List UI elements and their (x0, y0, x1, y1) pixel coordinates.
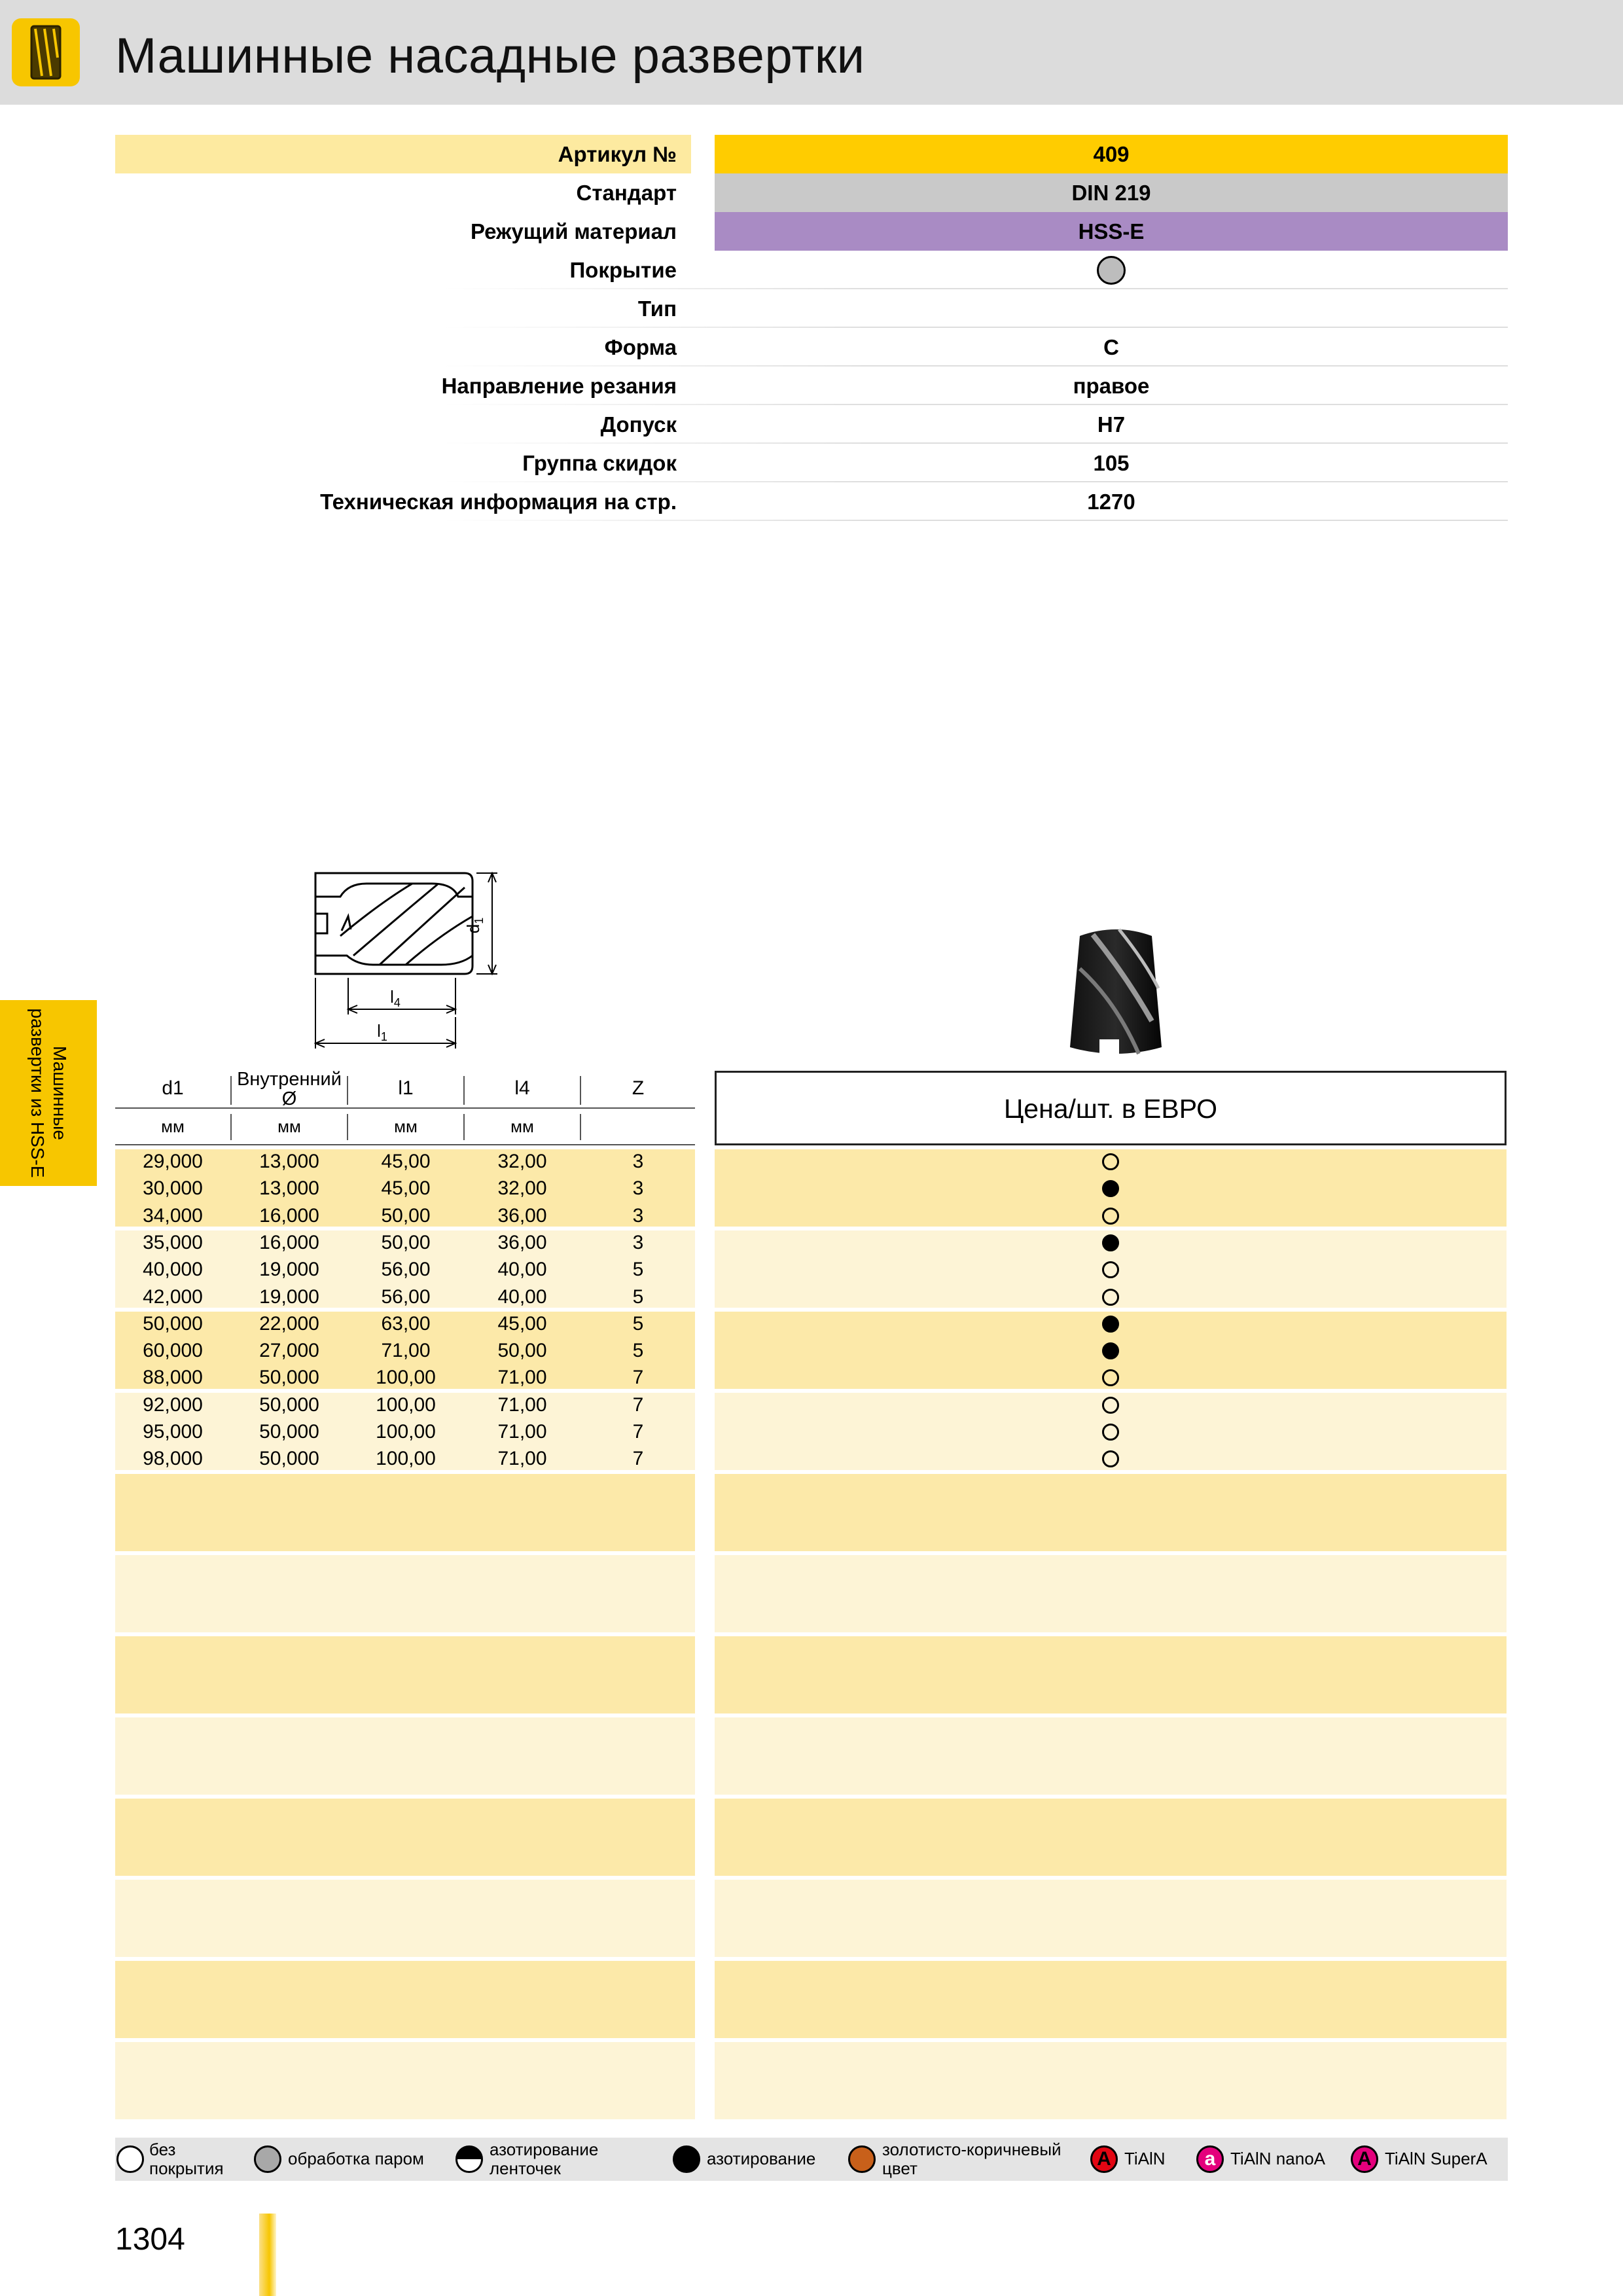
cell-z: 5 (632, 1312, 644, 1335)
cell-l4: 32,00 (497, 1151, 547, 1172)
cell-d1: 40,000 (143, 1259, 203, 1281)
price-header (715, 1071, 1507, 1145)
page-header (0, 0, 1623, 105)
cell-d1: 60,000 (143, 1340, 203, 1362)
coating-legend (115, 2138, 1508, 2181)
cell-l4: 71,00 (497, 1367, 547, 1389)
svg-text:d1: $d_1$ (463, 917, 486, 934)
half-circle-icon (455, 2145, 483, 2173)
table-band-left (115, 1555, 695, 1632)
cell-l1: 63,00 (381, 1312, 431, 1335)
cell-l4: 40,00 (497, 1259, 547, 1281)
spec-row (115, 444, 1508, 482)
order-item-icon (1102, 1424, 1119, 1441)
table-band-right (715, 1636, 1507, 1713)
legend-land-nitriding-line2: ленточек (490, 2159, 561, 2178)
cell-inner-diameter: 19,000 (259, 1285, 319, 1308)
spec-row (115, 135, 1508, 173)
legend-uncoated-line1: без (149, 2140, 176, 2159)
page-number: 1304 (115, 2222, 185, 2257)
cell-inner-diameter: 50,000 (259, 1393, 319, 1416)
cell-inner-diameter: 13,000 (259, 1151, 319, 1172)
cell-d1: 30,000 (143, 1177, 203, 1200)
tialn-nanoa-icon: a (1196, 2145, 1224, 2173)
cell-inner-diameter: 27,000 (259, 1340, 319, 1362)
table-band-right (715, 1880, 1507, 1957)
spec-label: Форма (604, 335, 677, 359)
spec-value: 1270 (1087, 490, 1135, 514)
cell-l4: 71,00 (497, 1448, 547, 1470)
legend-golden-brown-line2: цвет (882, 2159, 918, 2178)
cell-z: 7 (632, 1367, 644, 1389)
table-band-left (115, 1636, 695, 1713)
col-header-z: Z (632, 1077, 645, 1099)
order-item-icon (1102, 1261, 1119, 1278)
svg-text:l1: $l_1$ (377, 1021, 387, 1043)
cell-inner-diameter: 13,000 (259, 1177, 319, 1200)
cell-z: 5 (632, 1285, 644, 1308)
order-item-icon (1102, 1153, 1119, 1170)
spec-value (715, 289, 1508, 328)
available-stock-icon (1102, 1316, 1119, 1333)
col-header-d1: d1 (162, 1077, 184, 1099)
legend-tialn-label: TiAlN (1124, 2149, 1166, 2168)
cell-d1: 29,000 (143, 1151, 203, 1172)
table-band-right (715, 1555, 1507, 1632)
col-header-l1: l1 (398, 1077, 414, 1099)
legend-uncoated-line2: покрытия (149, 2159, 224, 2178)
cell-z: 3 (632, 1204, 644, 1227)
cell-d1: 95,000 (143, 1421, 203, 1443)
spec-row (115, 212, 1508, 251)
spec-label: Допуск (600, 412, 677, 437)
legend-tialn-nanoa-label: TiAlN nanoA (1230, 2149, 1325, 2168)
spec-value: С (1103, 335, 1119, 359)
cell-z: 3 (632, 1151, 644, 1172)
cell-l1: 45,00 (381, 1151, 431, 1172)
svg-text:l4: $l_4$ (390, 987, 401, 1009)
cell-inner-diameter: 50,000 (259, 1448, 319, 1470)
spec-value: H7 (1097, 412, 1126, 437)
cell-d1: 34,000 (143, 1204, 203, 1227)
spec-label: Стандарт (576, 181, 677, 205)
spec-row (115, 405, 1508, 444)
cell-l4: 36,00 (497, 1231, 547, 1253)
cell-d1: 42,000 (143, 1285, 203, 1308)
table-band-left (115, 1717, 695, 1795)
available-stock-icon (1102, 1234, 1119, 1251)
cell-l4: 36,00 (497, 1204, 547, 1227)
cell-l4: 71,00 (497, 1393, 547, 1416)
spec-label: Группа скидок (522, 451, 677, 475)
table-band-left (115, 1799, 695, 1876)
legend-land-nitriding-line1: азотирование (490, 2140, 599, 2159)
unit-inner-diameter: мм (277, 1117, 301, 1136)
unit-d1: мм (161, 1117, 185, 1136)
reamer-drawing (301, 857, 510, 1054)
cell-l1: 45,00 (381, 1177, 431, 1200)
cell-l1: 50,00 (381, 1204, 431, 1227)
table-band-right (715, 2042, 1507, 2119)
spec-row (115, 289, 1508, 328)
cell-d1: 88,000 (143, 1367, 203, 1389)
spec-label: Артикул № (558, 142, 677, 166)
table-band-right (715, 1799, 1507, 1876)
order-item-icon (1102, 1289, 1119, 1306)
cell-inner-diameter: 16,000 (259, 1204, 319, 1227)
price-header-label: Цена/шт. в ЕВРО (1003, 1094, 1218, 1124)
legend-golden-brown-line1: золотисто-коричневый (882, 2140, 1061, 2159)
table-band-right (715, 1474, 1507, 1551)
cell-l1: 100,00 (376, 1448, 436, 1470)
brown-circle-icon (848, 2145, 876, 2173)
reamer-photo (1054, 923, 1178, 1060)
black-circle-icon (673, 2145, 700, 2173)
col-header-l4: l4 (514, 1077, 530, 1099)
cell-l1: 56,00 (381, 1285, 431, 1308)
legend-nitriding-label: азотирование (707, 2149, 816, 2168)
order-item-icon (1102, 1397, 1119, 1414)
cell-z: 5 (632, 1259, 644, 1281)
tialn-supera-icon: A (1351, 2145, 1378, 2173)
spec-row (115, 251, 1508, 289)
spec-label: Направление резания (441, 374, 677, 398)
spec-value: 105 (1093, 451, 1130, 475)
cell-z: 7 (632, 1393, 644, 1416)
legend-steam-label: обработка паром (288, 2149, 424, 2168)
cell-inner-diameter: 50,000 (259, 1367, 319, 1389)
unit-l1: мм (394, 1117, 418, 1136)
spec-row (115, 482, 1508, 521)
tialn-icon: A (1090, 2145, 1118, 2173)
cell-l1: 71,00 (381, 1340, 431, 1362)
unit-l4: мм (510, 1117, 534, 1136)
reamer-icon (12, 18, 80, 86)
available-stock-icon (1102, 1342, 1119, 1359)
empty-circle-icon (116, 2145, 144, 2173)
table-band-left (115, 1474, 695, 1551)
spec-value: DIN 219 (715, 173, 1508, 212)
grey-circle-icon (1097, 256, 1126, 285)
page-title: Машинные насадные развертки (115, 28, 865, 84)
cell-l4: 40,00 (497, 1285, 547, 1308)
spec-label: Покрытие (569, 258, 677, 282)
cell-z: 7 (632, 1421, 644, 1443)
cell-l1: 100,00 (376, 1367, 436, 1389)
order-item-icon (1102, 1208, 1119, 1225)
table-band-right (715, 1961, 1507, 2038)
cell-z: 3 (632, 1177, 644, 1200)
cell-d1: 50,000 (143, 1312, 203, 1335)
spec-label: Режущий материал (470, 219, 677, 243)
spec-value: 409 (715, 135, 1508, 173)
section-tab (0, 1000, 97, 1186)
cell-l1: 50,00 (381, 1231, 431, 1253)
spec-divider (442, 520, 1508, 521)
dimensions-table-header (115, 1071, 695, 1149)
section-tab-label: Машинные развертки из HSS-E (27, 1008, 70, 1178)
cell-inner-diameter: 50,000 (259, 1421, 319, 1443)
cell-inner-diameter: 19,000 (259, 1259, 319, 1281)
cell-l1: 100,00 (376, 1421, 436, 1443)
spec-row (115, 173, 1508, 212)
spec-label: Техническая информация на стр. (320, 490, 677, 514)
cell-z: 7 (632, 1448, 644, 1470)
table-band-left (115, 1961, 695, 2038)
spec-row (115, 328, 1508, 367)
cell-d1: 35,000 (143, 1231, 203, 1253)
cell-d1: 92,000 (143, 1393, 203, 1416)
cell-inner-diameter: 16,000 (259, 1231, 319, 1253)
cell-l4: 50,00 (497, 1340, 547, 1362)
cell-z: 5 (632, 1340, 644, 1362)
table-band-left (115, 2042, 695, 2119)
cell-d1: 98,000 (143, 1448, 203, 1470)
page-accent-bar (259, 2214, 276, 2296)
spec-label: Тип (637, 296, 677, 321)
spec-value: HSS-E (715, 212, 1508, 251)
cell-l1: 56,00 (381, 1259, 431, 1281)
spec-row (115, 367, 1508, 405)
legend-tialn-supera-label: TiAlN SuperA (1385, 2149, 1488, 2168)
cell-l1: 100,00 (376, 1393, 436, 1416)
table-band-right (715, 1717, 1507, 1795)
cell-l4: 45,00 (497, 1312, 547, 1335)
cell-l4: 32,00 (497, 1177, 547, 1200)
cell-inner-diameter: 22,000 (259, 1312, 319, 1335)
col-header-inner-diameter: Внутренний Ø (237, 1069, 342, 1109)
cell-l4: 71,00 (497, 1421, 547, 1443)
grey-circle-icon (254, 2145, 281, 2173)
cell-z: 3 (632, 1231, 644, 1253)
table-band-left (115, 1880, 695, 1957)
spec-value: правое (1073, 374, 1150, 398)
